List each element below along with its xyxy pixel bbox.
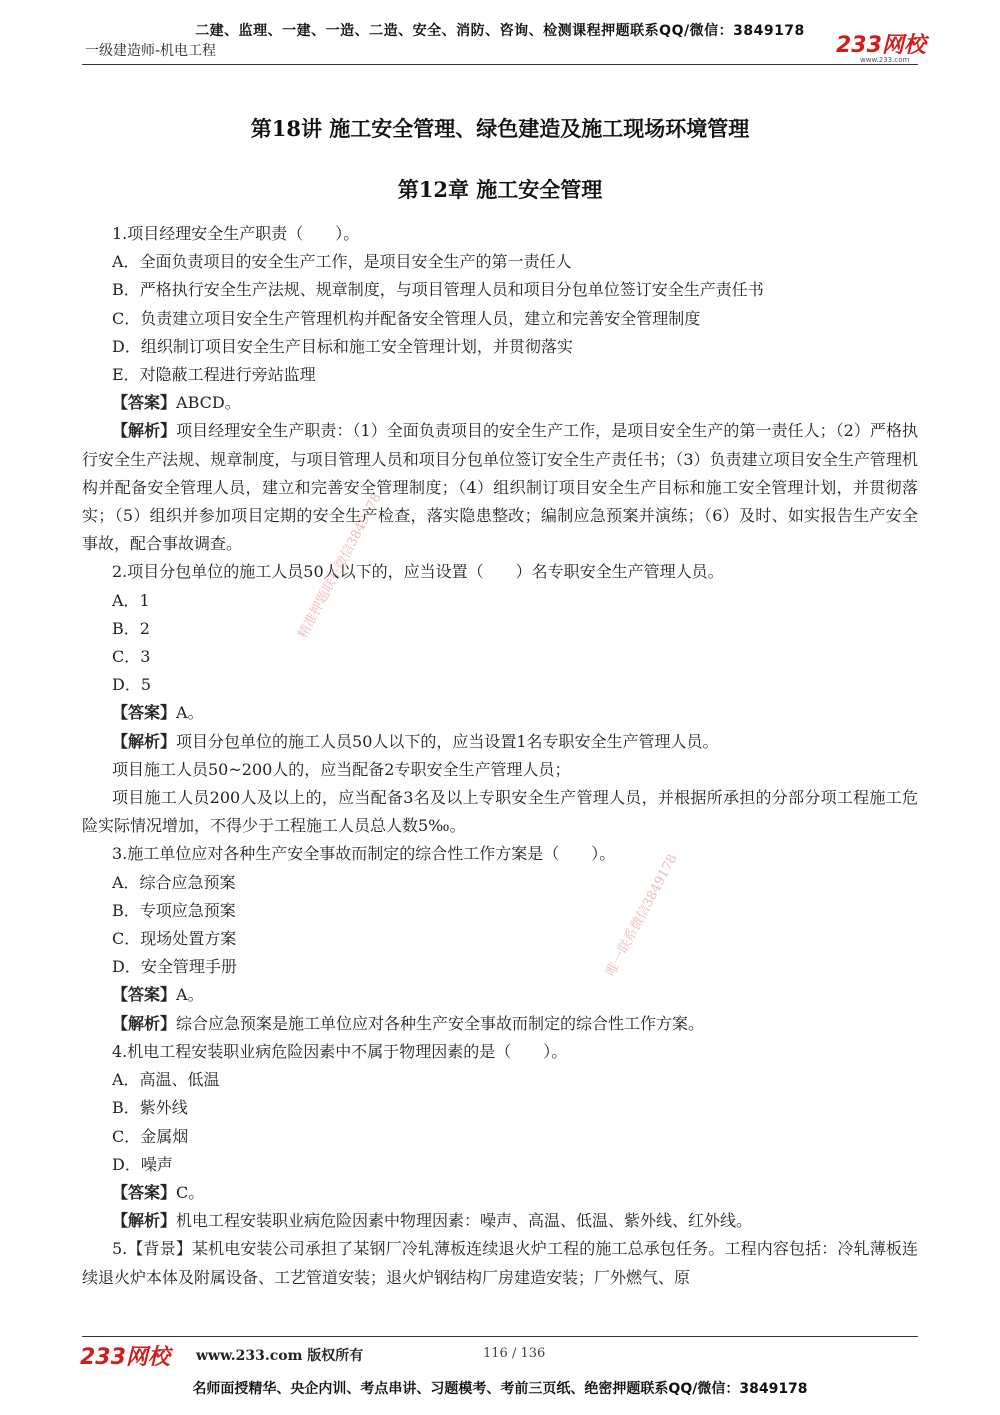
option: B．2: [112, 618, 150, 638]
chapter-title: 第12章 施工安全管理: [397, 177, 603, 202]
logo-url: www.233.com: [860, 56, 910, 64]
analysis-text: 综合应急预案是施工单位应对各种生产安全事故而制定的综合性工作方案。: [176, 1013, 705, 1033]
footer-logo: 233网校: [80, 1345, 170, 1370]
watermark: 唯一联系微信3849178: [603, 851, 681, 979]
option: D．噪声: [112, 1154, 173, 1174]
analysis-text: 项目分包单位的施工人员50人以下的，应当设置1名专职安全生产管理人员。: [176, 731, 719, 751]
option: C．负责建立项目安全生产管理机构并配备安全管理人员，建立和完善安全管理制度: [112, 308, 701, 328]
logo-text: 233网校: [836, 33, 926, 58]
header-banner: 二建、监理、一建、一造、二造、安全、消防、咨询、检测课程押题联系QQ/微信：3849178: [195, 23, 805, 39]
answer-tag: 【答案】: [112, 703, 177, 723]
question-stem: 4.机电工程安装职业病危险因素中不属于物理因素的是（ ）。: [112, 1041, 568, 1061]
analysis-tag: 【解析】: [112, 1013, 177, 1033]
watermark: 精准押题联系微信3849178: [295, 490, 385, 641]
answer-value: C。: [176, 1182, 205, 1202]
option: D．安全管理手册: [112, 957, 237, 977]
option: B．专项应急预案: [112, 900, 236, 920]
answer: [82, 981, 918, 1009]
option: A．高温、低温: [112, 1070, 220, 1090]
header-subtitle: 一级建造师-机电工程: [85, 43, 217, 59]
page-number: 116 / 136: [483, 1346, 546, 1361]
answer-tag: 【答案】: [112, 393, 177, 413]
answer: [82, 389, 918, 417]
option: D．5: [112, 675, 152, 695]
answer-value: ABCD。: [176, 393, 241, 413]
analysis-tag: 【解析】: [112, 731, 177, 751]
analysis-extra: 项目施工人员200人及以上的，应当配备3名及以上专职安全生产管理人员，并根据所承担的分部分项工程施工危险实际情况增加，不得少于工程施工人员总人数5‰。: [82, 788, 918, 836]
option: A．1: [112, 590, 150, 610]
footer-copyright: www.233.com 版权所有: [196, 1348, 364, 1364]
option: A．综合应急预案: [112, 872, 236, 892]
question-stem: 3.施工单位应对各种生产安全事故而制定的综合性工作方案是（ ）。: [112, 844, 616, 864]
option: C．金属烟: [112, 1126, 189, 1146]
analysis-text: 项目经理安全生产职责：（1）全面负责项目的安全生产工作，是项目安全生产的第一责任人；（2）严格执行安全生产法规、规章制度，与项目管理人员和项目分包单位签订安全生产责任书；（3）负责建立项目安全生产管理机构并配备安全管理人员，建立和完善安全管理制度；（4）组织制订项目安全生产目标和施工安全管理计划，并贯彻落实；（5）组织并参加项目定期的安全生产检查，落实隐患整改；编制应急预案并演练；（6）及时、如实报告生产安全事故，配合事故调查。: [82, 421, 918, 554]
analysis-text: 机电工程安装职业病危险因素中物理因素：噪声、高温、低温、紫外线、红外线。: [176, 1211, 753, 1231]
question-stem: 2.项目分包单位的施工人员50人以下的，应当设置（ ）名专职安全生产管理人员。: [112, 562, 724, 582]
answer-value: A。: [176, 703, 204, 723]
answer: [82, 699, 918, 727]
option: B．严格执行安全生产法规、规章制度，与项目管理人员和项目分包单位签订安全生产责任书: [112, 280, 764, 300]
header-divider: [82, 64, 918, 65]
answer-tag: 【答案】: [112, 985, 177, 1005]
footer-banner: 名师面授精华、央企内训、考点串讲、习题模考、考前三页纸、绝密押题联系QQ/微信：3849178: [192, 1381, 808, 1397]
answer-tag: 【答案】: [112, 1182, 177, 1202]
analysis-tag: 【解析】: [112, 421, 177, 441]
lecture-title: 第18讲 施工安全管理、绿色建造及施工现场环境管理: [250, 116, 750, 141]
option: C．现场处置方案: [112, 929, 237, 949]
option: C．3: [112, 647, 151, 667]
answer: [82, 1179, 918, 1207]
option: A．全面负责项目的安全生产工作，是项目安全生产的第一责任人: [112, 252, 572, 272]
question-stem: 1.项目经理安全生产职责（ ）。: [112, 224, 360, 243]
document-body: [82, 220, 918, 1292]
option: B．紫外线: [112, 1098, 188, 1118]
footer-divider: [82, 1336, 918, 1337]
analysis: [82, 417, 918, 558]
background-tag: 5.【背景】: [112, 1239, 192, 1259]
analysis: [82, 1010, 918, 1038]
brand-logo: [836, 28, 926, 66]
analysis-tag: 【解析】: [112, 1211, 177, 1231]
background-text: 某机电安装公司承担了某钢厂冷轧薄板连续退火炉工程的施工总承包任务。工程内容包括：冷轧薄板连续退火炉本体及附属设备、工艺管道安装；退火炉钢结构厂房建造安装；厂外燃气、原: [82, 1239, 918, 1287]
analysis-extra: 项目施工人员50~200人的，应当配备2专职安全生产管理人员；: [112, 759, 571, 779]
question-background: [82, 1235, 918, 1291]
option: D．组织制订项目安全生产目标和施工安全管理计划，并贯彻落实: [112, 336, 573, 356]
answer-value: A。: [176, 985, 204, 1005]
analysis: [82, 728, 918, 756]
analysis: [82, 1207, 918, 1235]
option: E．对隐蔽工程进行旁站监理: [112, 365, 316, 385]
